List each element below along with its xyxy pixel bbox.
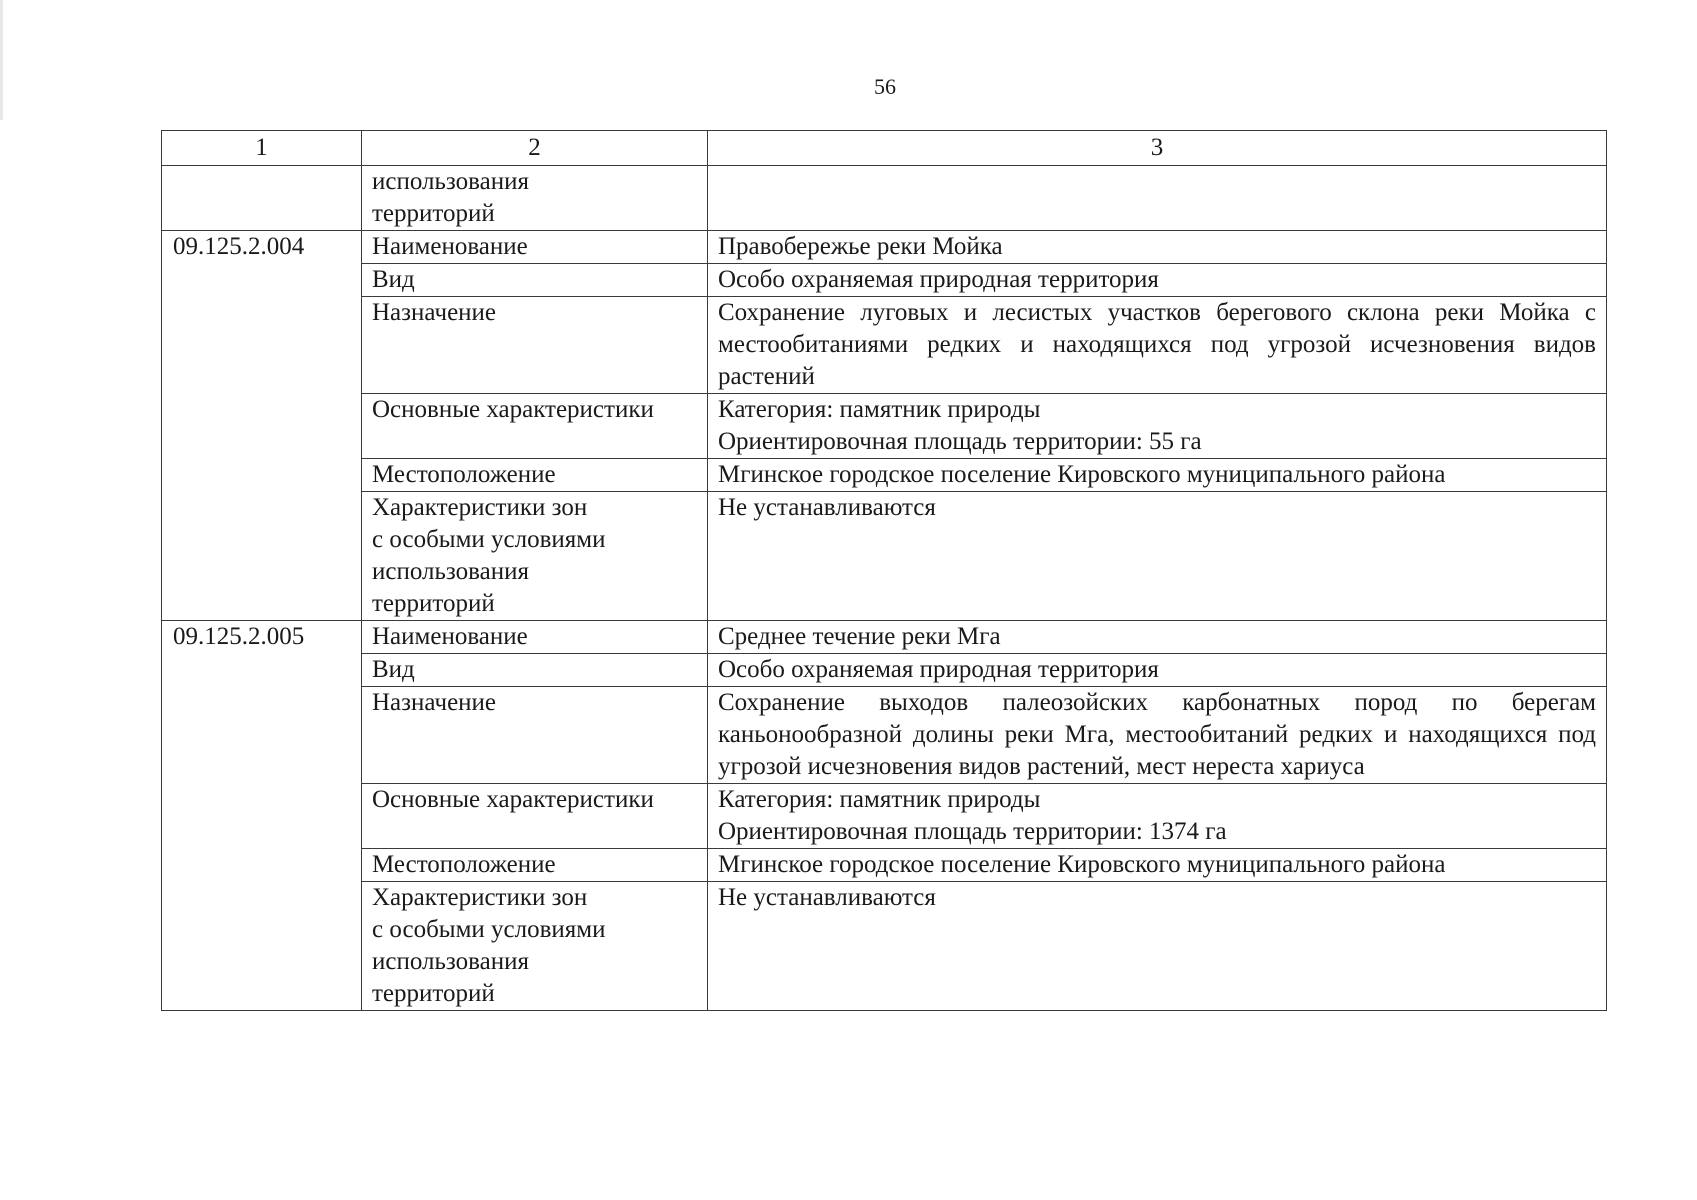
label-line: Основные характеристики (372, 396, 654, 423)
label-line: с особыми условиями (372, 526, 606, 553)
value-line: Категория: памятник природы (718, 396, 1041, 423)
table-row (162, 297, 1607, 394)
attribute-label-cell (362, 459, 708, 492)
label-line: использования (372, 948, 529, 975)
attribute-value-cell (708, 459, 1607, 492)
label-line: Вид (372, 266, 415, 293)
table-row (162, 687, 1607, 784)
header-row (162, 131, 1607, 166)
label-line: Назначение (372, 299, 497, 326)
table-row (162, 654, 1607, 687)
label-line: Характеристики зон (372, 494, 588, 521)
value-line: Ориентировочная площадь территории: 1374 га (718, 818, 1227, 845)
label-line: с особыми условиями (372, 916, 606, 943)
continuation-label-cell (362, 166, 708, 231)
attribute-label-cell (362, 231, 708, 264)
attribute-value-cell (708, 784, 1607, 849)
value-line: Не устанавливаются (718, 494, 936, 521)
object-code-cell: 09.125.2.005 (162, 621, 362, 1011)
territory-table (161, 130, 1607, 1011)
table-row (162, 231, 1607, 264)
attribute-label-cell (362, 849, 708, 882)
attribute-value-cell (708, 687, 1607, 784)
attribute-label-cell (362, 687, 708, 784)
scan-edge-shadow (0, 0, 3, 120)
attribute-label-cell (362, 264, 708, 297)
attribute-value-cell (708, 394, 1607, 459)
value-line: Сохранение луговых и лесистых участков берегового склона реки Мойка с местообитаниями редких и находящихся под угрозой исчезновения видов растений (718, 299, 1596, 390)
attribute-value-cell (708, 654, 1607, 687)
value-line: Не устанавливаются (718, 884, 936, 911)
label-line: Назначение (372, 689, 497, 716)
value-line: Мгинское городское поселение Кировского муниципального района (718, 851, 1446, 878)
attribute-value-cell (708, 297, 1607, 394)
continuation-row (162, 166, 1607, 231)
table-row (162, 394, 1607, 459)
header-cell-3: 3 (708, 131, 1607, 166)
table-row (162, 849, 1607, 882)
table-row (162, 882, 1607, 1011)
value-line: Сохранение выходов палеозойских карбонатных пород по берегам каньонообразной долины реки Мга, местообитаний редких и находящихся под угрозой исчезновения видов растений, мест нереста хариуса (718, 689, 1596, 780)
table-row (162, 492, 1607, 621)
continuation-code-cell (162, 166, 362, 231)
value-line: Категория: памятник природы (718, 786, 1041, 813)
table-row (162, 459, 1607, 492)
value-line: Особо охраняемая природная территория (718, 656, 1159, 683)
table-row (162, 621, 1607, 654)
table-row (162, 784, 1607, 849)
attribute-label-cell (362, 394, 708, 459)
value-line: Мгинское городское поселение Кировского муниципального района (718, 461, 1446, 488)
label-line: территорий (372, 980, 495, 1007)
header-cell-2: 2 (362, 131, 708, 166)
value-line: Ориентировочная площадь территории: 55 га (718, 428, 1202, 455)
page-number: 56 (874, 74, 896, 99)
label-line: территорий (372, 200, 495, 227)
label-line: Наименование (372, 233, 528, 260)
value-line: Особо охраняемая природная территория (718, 266, 1159, 293)
continuation-value-cell (708, 166, 1607, 231)
label-line: Местоположение (372, 461, 556, 488)
object-code-cell: 09.125.2.004 (162, 231, 362, 621)
attribute-value-cell (708, 621, 1607, 654)
header-cell-1: 1 (162, 131, 362, 166)
table-row (162, 264, 1607, 297)
attribute-label-cell (362, 784, 708, 849)
value-line: Правобережье реки Мойка (718, 233, 1003, 260)
label-line: использования (372, 558, 529, 585)
label-line: Местоположение (372, 851, 556, 878)
label-line: использования (372, 168, 529, 195)
attribute-label-cell (362, 654, 708, 687)
value-line: Среднее течение реки Мга (718, 623, 1001, 650)
attribute-value-cell (708, 882, 1607, 1011)
attribute-value-cell (708, 492, 1607, 621)
label-line: Основные характеристики (372, 786, 654, 813)
attribute-value-cell (708, 264, 1607, 297)
attribute-value-cell (708, 231, 1607, 264)
attribute-value-cell (708, 849, 1607, 882)
attribute-label-cell (362, 297, 708, 394)
label-line: Наименование (372, 623, 528, 650)
attribute-label-cell (362, 882, 708, 1011)
attribute-label-cell (362, 492, 708, 621)
label-line: Вид (372, 656, 415, 683)
label-line: Характеристики зон (372, 884, 588, 911)
attribute-label-cell (362, 621, 708, 654)
label-line: территорий (372, 590, 495, 617)
